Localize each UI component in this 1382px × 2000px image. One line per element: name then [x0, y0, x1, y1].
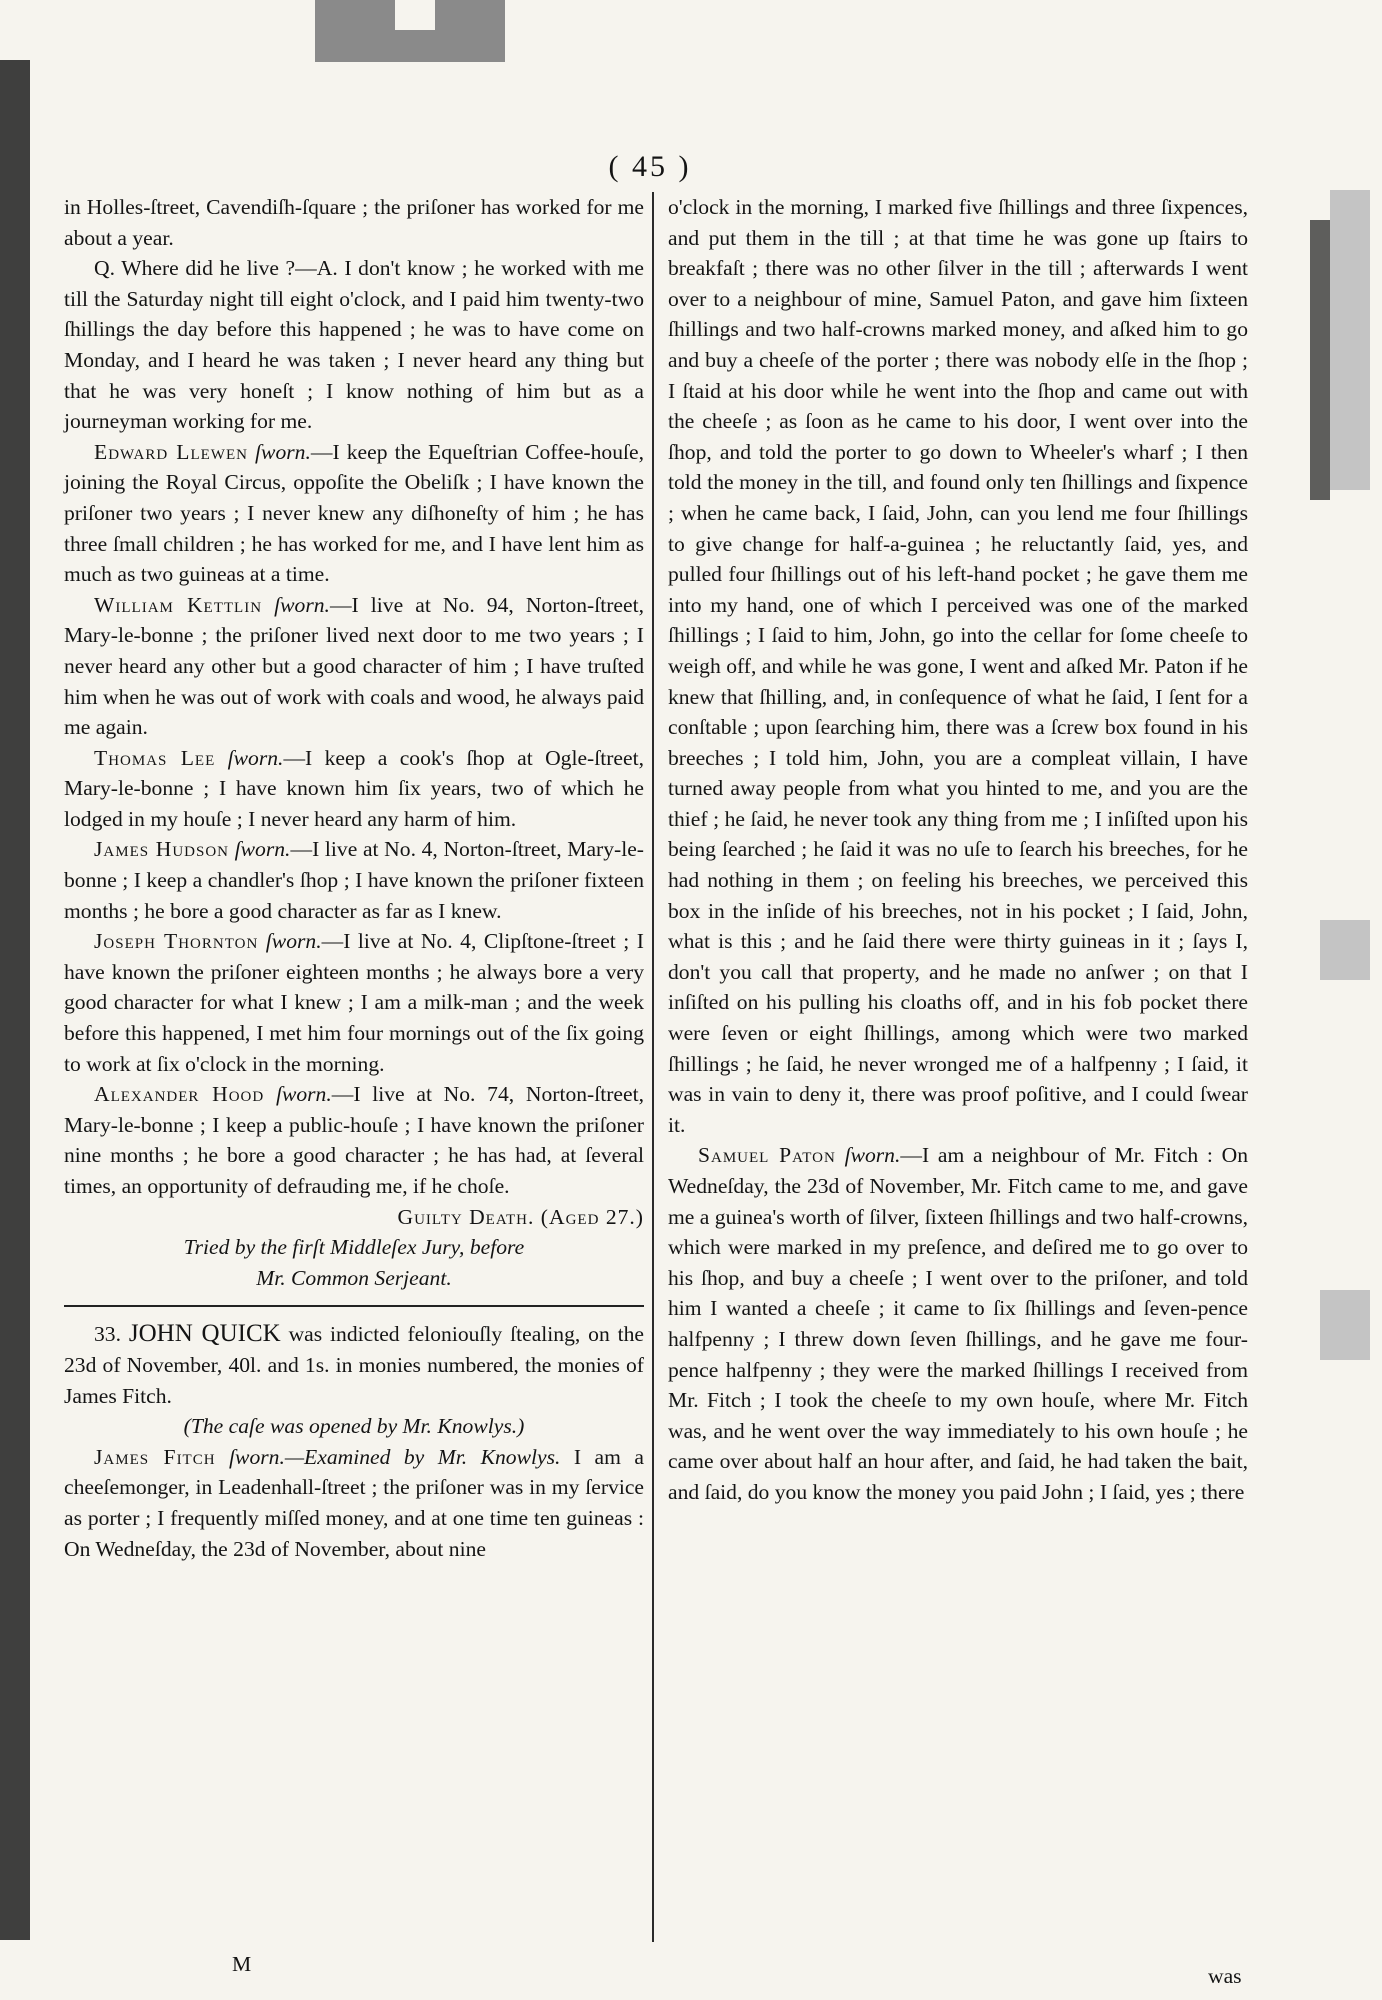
scan-top-blot: [395, 30, 435, 62]
witness-paragraph: [64, 926, 644, 1079]
testimony-text: —I am a neighbour of Mr. Fitch : On Wedneſday, the 23d of November, Mr. Fitch came to me, and gave me a guinea's worth of ſilver, ſixteen ſhillings and two half-crowns, which were marked in my preſence, and deſired me to go over to his ſhop, and buy a cheeſe ; I went over to the priſoner, and told him I wanted a cheeſe ; it came to ſix ſhillings and ſeven-pence halfpenny ; I threw down ſeven ſhillings, and he gave me four-pence halfpenny ; they were the marked ſhillings I received from Mr. Fitch ; I took the cheeſe to my own houſe, where Mr. Fitch was, and he went over the way immediately to his own houſe ; he came over about half an hour after, and ſaid, he had taken the bait, and ſaid, do you know the money you paid John ; I ſaid, yes ; there: [668, 1143, 1248, 1504]
sworn-label: ſworn.: [265, 929, 322, 954]
testimony-text: —I live at No. 4, Clipſtone-ſtreet ; I have known the priſoner eighteen months ; he always bore a very good character for what I knew ; I am a milk-man ; and the week before this happened, I met him four mornings out of the ſix going to work at ſix o'clock in the morning.: [64, 929, 644, 1076]
judge-name: Mr. Common Serjeant.: [256, 1265, 452, 1290]
testimony-paragraph: Q. Where did he live ?—A. I don't know ; he worked with me till the Saturday night till eight o'clock, and I paid him twenty-two ſhillings the day before this happened ; he was to have come on Monday, and I heard he was taken ; I never heard any thing but that he was very honeſt ; I know nothing of him but as a journeyman working for me.: [64, 256, 644, 434]
witness-name: Alexander Hood: [94, 1082, 265, 1107]
witness-paragraph: [64, 834, 644, 926]
trial-note: Tried by the firſt Middleſex Jury, before: [183, 1235, 525, 1260]
sworn-label: ſworn.: [234, 837, 291, 862]
scan-top-blot: [315, 0, 395, 62]
witness-name: Joseph Thornton: [94, 929, 259, 954]
signature-mark: M: [232, 1952, 252, 1976]
testimony-text: —I live at No. 4, Norton-ſtreet, Mary-le-bonne ; I keep a chandler's ſhop ; I have known the priſoner fixteen months ; he bore a good character as far as I knew.: [64, 837, 644, 923]
sworn-label: ſworn.: [255, 439, 311, 464]
scan-top-blot: [435, 0, 505, 62]
testimony-text: —I live at No. 74, Norton-ſtreet, Mary-le-bonne ; I keep a public-houſe ; I have known the priſoner nine months ; he bore a good character ; he has had, at ſeveral times, an opportunity of defrauding me, if he choſe.: [64, 1082, 644, 1198]
witness-paragraph: [64, 743, 644, 835]
left-column: [64, 192, 644, 1564]
witness-name: James Hudson: [94, 837, 229, 862]
defendant-name: JOHN QUICK: [128, 1320, 281, 1348]
scan-right-blot: [1320, 920, 1370, 980]
testimony-paragraph: o'clock in the morning, I marked five ſhillings and three ſixpences, and put them in the till ; at that time he was gone up ſtairs to breakfaſt ; there was no other ſilver in the till ; afterwards I went over to a neighbour of mine, Samuel Paton, and gave him ſixteen ſhillings and two half-crowns marked money, and aſked him to go and buy a cheeſe of the porter ; there was nobody elſe in the ſhop ; I ſtaid at his door while he went into the ſhop and came out with the cheeſe ; as ſoon as he came to his door, I went over into the ſhop, and told the porter to go down to Wheeler's wharf ; I then told the money in the till, and found only ten ſhillings and ſixpence ; when he came back, I ſaid, John, can you lend me four ſhillings to give change for half-a-guinea ; he reluctantly ſaid, yes, and pulled four ſhillings out of his left-hand pocket ; he gave them me into my hand, one of which I perceived was one of the marked ſhillings ; I ſaid to him, John, go into the cellar for ſome cheeſe to weigh off, and while he was gone, I went and aſked Mr. Paton if he knew that ſhilling, and, in conſequence of what he ſaid, I ſent for a conſtable ; upon ſearching him, there was a ſcrew box found in his breeches ; I told him, John, you are a compleat villain, I have turned away people from what you hinted to me, and you are the thief ; he ſaid, he never took any thing from me ; I inſiſted upon his being ſearched ; he ſaid it was no uſe to ſearch his breeches, for he had nothing in them ; on feeling his breeches, we perceived this box in the inſide of his breeches, not in his pocket ; I ſaid, John, what is this ; and he ſaid there were thirty guineas in it ; ſays I, don't you call that property, and he made no anſwer ; on that I inſiſted on his pulling his cloaths off, and in his fob pocket there were ſeven or eight ſhillings, among which were two marked ſhillings ; he ſaid, he never wronged me of a halfpenny ; I ſaid, it was in vain to deny it, there was proof poſitive, and I could ſwear it.: [668, 195, 1248, 1137]
indictment-text: was indicted feloniouſly ſtealing, on the 23d of November, 40l. and 1s. in monies numbered, the monies of James Fitch.: [64, 1322, 645, 1408]
sworn-label: ſworn.: [274, 592, 330, 617]
testimony-text: —I live at No. 94, Norton-ſtreet, Mary-le-bonne ; the priſoner lived next door to me two years ; I never heard any other but a good character of him ; I have truſted him when he was out of work with coals and wood, he always paid me again.: [64, 592, 644, 740]
witness-name: William Kettlin: [94, 592, 263, 617]
testimony-text: —I keep a cook's ſhop at Ogle-ſtreet, Mary-le-bonne ; I have known him ſix years, two of which he lodged in my houſe ; I never heard any harm of him.: [64, 745, 644, 831]
witness-name: Samuel Paton: [698, 1143, 836, 1168]
case-number: 33.: [94, 1322, 121, 1347]
witness-paragraph: [64, 1442, 644, 1564]
column-divider: [652, 192, 654, 1942]
right-column: [668, 192, 1248, 1508]
testimony-text: —I keep the Equeſtrian Coffee-houſe, joining the Royal Circus, oppoſite the Obeliſk ; I have known the priſoner two years ; I never knew any diſhoneſty of him ; he has three ſmall children ; he has worked for me, and I have lent him as much as two guineas at a time.: [64, 439, 644, 587]
witness-name: James Fitch: [94, 1444, 216, 1469]
catchword: was: [1208, 1964, 1242, 1988]
witness-paragraph: [64, 437, 644, 590]
judge-note: [64, 1263, 644, 1294]
testimony-text: I am a cheeſemonger, in Leadenhall-ſtreet ; the priſoner was in my ſervice as porter ; I frequently miſſed money, and at one time ten guineas : On Wedneſday, the 23d of November, about nine: [64, 1444, 644, 1561]
scan-right-blot: [1310, 220, 1330, 500]
testimony-paragraph: in Holles-ſtreet, Cavendiſh-ſquare ; the priſoner has worked for me about a year.: [64, 195, 644, 250]
case-opened-note: (The caſe was opened by Mr. Knowlys.): [183, 1414, 525, 1439]
case-heading: [64, 1319, 644, 1411]
sworn-label: ſworn.: [275, 1082, 332, 1107]
witness-paragraph: [668, 1140, 1248, 1507]
witness-paragraph: [64, 590, 644, 743]
scan-right-blot: [1320, 1290, 1370, 1360]
scan-right-blot: [1330, 190, 1370, 490]
page-number: ( 45 ): [608, 150, 692, 183]
sworn-label: ſworn.—Examined by Mr. Knowlys.: [229, 1444, 561, 1469]
witness-name: Edward Llewen: [94, 439, 248, 464]
section-rule: [64, 1305, 644, 1307]
verdict: Guilty Death. (Aged 27.): [397, 1204, 644, 1229]
witness-name: Thomas Lee: [94, 745, 216, 770]
witness-paragraph: [64, 1079, 644, 1201]
sworn-label: ſworn.: [844, 1143, 901, 1168]
sworn-label: ſworn.: [227, 745, 284, 770]
scan-margin-blot: [0, 60, 30, 1940]
